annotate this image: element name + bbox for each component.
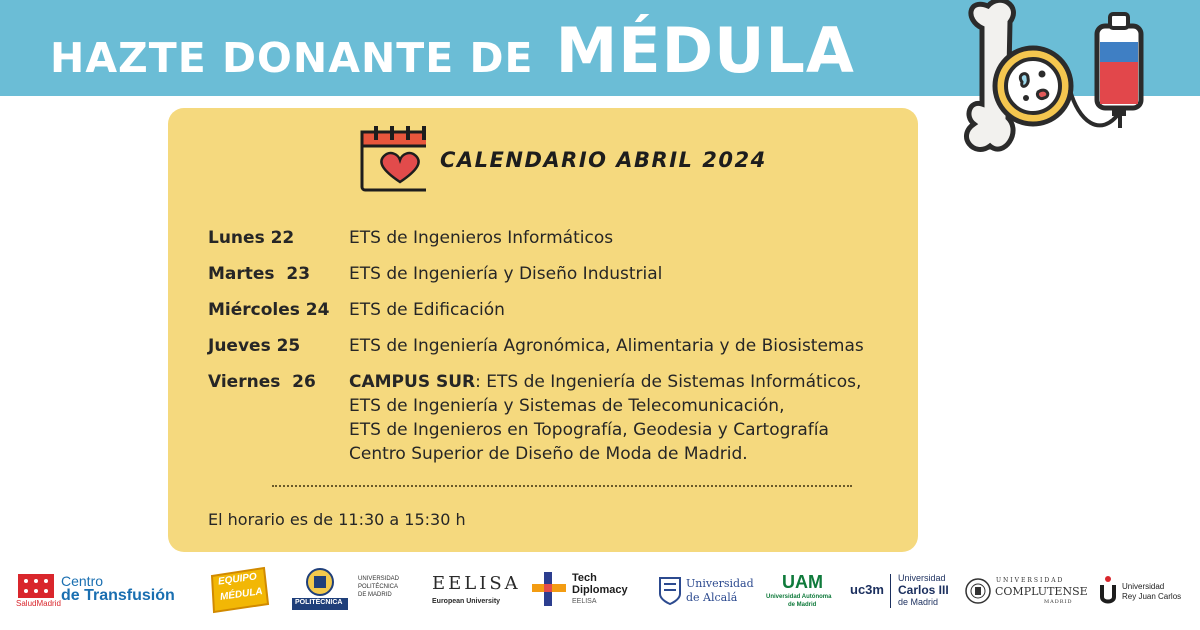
campus-name: CAMPUS SUR — [349, 372, 476, 392]
logo-complutense — [964, 562, 1088, 622]
schedule-hours: El horario es de 11:30 a 15:30 h — [208, 510, 466, 529]
urjc-line1: Universidad — [1122, 582, 1165, 591]
schedule-place: ETS de Ingeniería Agronómica, Alimentaria y de Biosistemas — [349, 336, 864, 356]
centro-line2: de Transfusión — [61, 587, 175, 604]
centro-sub: SaludMadrid — [16, 599, 61, 608]
uc3m-divider — [890, 574, 891, 608]
alcala-line2: de Alcalá — [686, 591, 738, 604]
ucm-line3: MADRID — [1044, 599, 1073, 605]
schedule-day: Martes 23 — [208, 264, 311, 284]
logo-equipo-medula — [206, 562, 272, 622]
calendar-title: CALENDARIO ABRIL 2024 — [440, 148, 767, 172]
schedule-row — [208, 334, 898, 358]
schedule-row — [208, 298, 898, 322]
petri-dish-icon — [995, 48, 1071, 124]
blood-bag-icon — [1097, 14, 1141, 116]
logo-upm — [292, 562, 408, 622]
logo-eelisa — [430, 562, 521, 622]
title-prefix: HAZTE DONANTE DE — [50, 34, 534, 82]
schedule-row — [208, 262, 898, 286]
logo-centro-transfusion — [16, 562, 196, 622]
uc3m-short: uc3m — [850, 582, 884, 597]
campus-text: : ETS de Ingeniería de Sistemas Informáticos, — [475, 372, 862, 392]
uc3m-line1: Universidad — [898, 573, 946, 583]
tech-line1: Tech — [572, 572, 597, 584]
schedule-place: ETS de Ingenieros Informáticos — [349, 228, 614, 248]
logo-alcala — [658, 562, 754, 622]
upm-line3: DE MADRID — [358, 592, 392, 598]
dotted-divider — [272, 485, 852, 488]
schedule-day: Viernes 26 — [208, 372, 316, 392]
campus-line-1 — [349, 370, 861, 394]
logo-tech-diplomacy — [532, 562, 632, 622]
schedule-list — [208, 226, 898, 478]
uam-line1: Universidad Autónoma — [766, 594, 832, 600]
ucm-line1: UNIVERSIDAD — [996, 577, 1065, 584]
campus-line-4: Centro Superior de Diseño de Moda de Madrid. — [349, 444, 748, 464]
logo-uc3m — [850, 562, 954, 622]
tech-diplomacy-icon — [532, 572, 566, 606]
schedule-row — [208, 370, 898, 466]
logo-uam — [764, 562, 844, 622]
schedule-day: Lunes 22 — [208, 228, 295, 248]
page-title — [50, 14, 855, 94]
eelisa-sub: European University — [432, 598, 501, 605]
equipo-line2: MÉDULA — [219, 586, 264, 603]
schedule-day: Jueves 25 — [208, 336, 301, 356]
uam-name: UAM — [782, 572, 823, 592]
upm-badge: POLITÉCNICA — [295, 599, 343, 606]
urjc-line2: Rey Juan Carlos — [1122, 592, 1182, 601]
uam-line2: de Madrid — [788, 602, 817, 608]
centro-line1: Centro — [61, 573, 104, 589]
schedule-day: Miércoles 24 — [208, 300, 330, 320]
upm-line1: UNIVERSIDAD — [358, 576, 400, 582]
campus-line-3: ETS de Ingenieros en Topografía, Geodesia y Cartografía — [349, 420, 829, 440]
schedule-row — [208, 226, 898, 250]
urjc-icon — [1098, 575, 1118, 605]
schedule-place: ETS de Edificación — [349, 300, 505, 320]
uc3m-line2: Carlos III — [898, 583, 949, 597]
bone-marrow-illustration — [960, 0, 1160, 170]
uc3m-line3: de Madrid — [898, 597, 939, 607]
complutense-seal-icon — [964, 577, 992, 605]
alcala-crest-icon — [658, 576, 682, 606]
equipo-line1: EQUIPO — [217, 571, 258, 588]
tech-line2: Diplomacy — [572, 584, 628, 596]
alcala-line1: Universidad — [686, 577, 754, 590]
title-main: MÉDULA — [555, 14, 855, 87]
campus-line-2: ETS de Ingeniería y Sistemas de Telecomunicación, — [349, 396, 785, 416]
upm-line2: POLITÉCNICA — [358, 584, 399, 590]
logo-urjc — [1098, 562, 1194, 622]
tech-sub: EELISA — [572, 598, 597, 605]
eelisa-name: EELISA — [432, 573, 521, 594]
schedule-place: ETS de Ingeniería y Diseño Industrial — [349, 264, 663, 284]
ucm-line2: COMPLUTENSE — [995, 585, 1088, 598]
schedule-place-campus — [349, 370, 861, 466]
calendar-heart-icon — [346, 124, 426, 194]
sponsor-logos — [0, 562, 1200, 622]
